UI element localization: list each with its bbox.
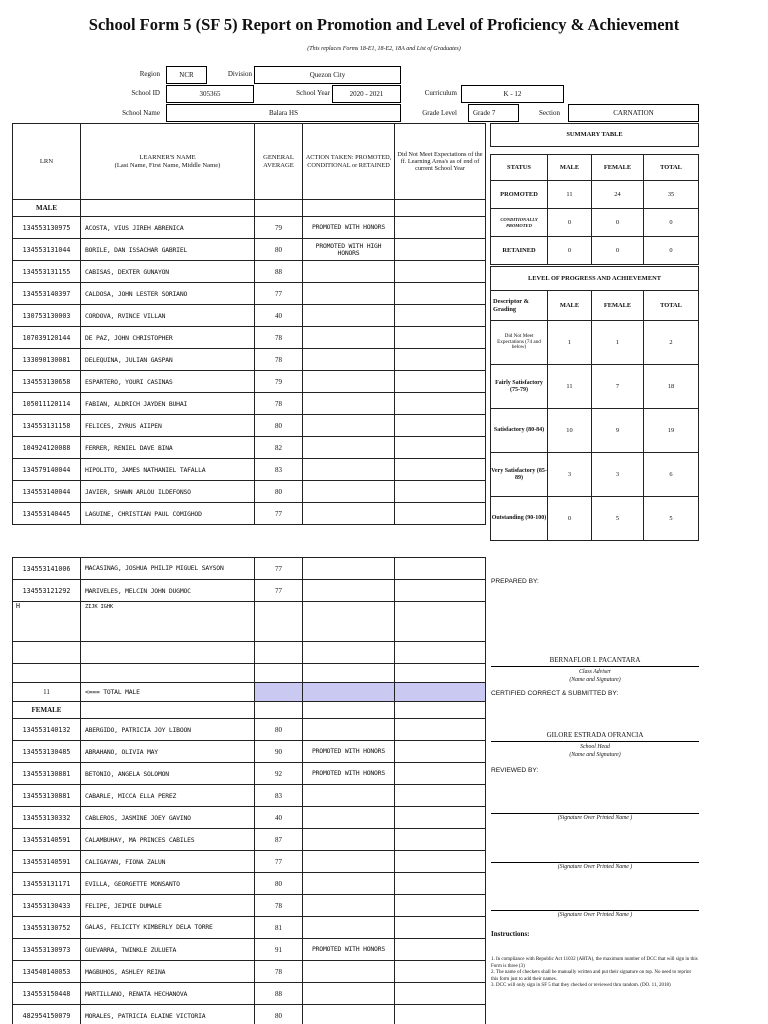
learner-name: HIPOLITO, JAMES NATHANIEL TAFALLA <box>81 459 255 481</box>
learner-dnme <box>395 481 486 503</box>
learner-dnme <box>395 917 486 939</box>
learner-name: EVILLA, GEORGETTE MONSANTO <box>81 873 255 895</box>
learner-average: 78 <box>255 349 303 371</box>
learner-average: 87 <box>255 829 303 851</box>
learner-row <box>13 217 486 239</box>
male-section-label: MALE <box>13 200 81 217</box>
learner-name: MARTILLANO, RENATA HECHANOVA <box>81 983 255 1005</box>
learner-average: 80 <box>255 415 303 437</box>
learner-name: DELEQUINA, JULIAN GASPAN <box>81 349 255 371</box>
school-head-signature-line <box>491 741 699 742</box>
learner-average: 83 <box>255 459 303 481</box>
summary-table <box>490 123 699 265</box>
learner-row <box>13 763 486 785</box>
learner-name: BETONIO, ANGELA SOLOMON <box>81 763 255 785</box>
progress-male: 3 <box>548 453 592 497</box>
learner-action: PROMOTED WITH HONORS <box>303 763 395 785</box>
learner-action <box>303 558 395 580</box>
learner-row <box>13 741 486 763</box>
learner-average: 78 <box>255 961 303 983</box>
learner-action <box>303 481 395 503</box>
adviser-caption: (Name and Signature) <box>569 677 621 683</box>
learner-average: 79 <box>255 371 303 393</box>
learner-average: 88 <box>255 983 303 1005</box>
learner-dnme <box>395 393 486 415</box>
progress-rows <box>491 321 699 541</box>
learner-dnme <box>395 895 486 917</box>
learner-row <box>13 558 486 580</box>
learner-name: CABISAS, DEXTER GUNAYON <box>81 261 255 283</box>
learner-dnme <box>395 217 486 239</box>
misc-row-lrn: H <box>13 602 81 642</box>
school-id-label: School ID <box>131 89 160 97</box>
learner-average: 40 <box>255 305 303 327</box>
learner-action <box>303 1005 395 1024</box>
learner-name: CABARLE, MICCA ELLA PEREZ <box>81 785 255 807</box>
progress-descriptor: Outstanding (90-100) <box>491 497 548 541</box>
learner-dnme <box>395 741 486 763</box>
instructions-title: Instructions: <box>491 930 530 938</box>
summary-male: 0 <box>548 209 592 237</box>
progress-female: 1 <box>592 321 644 365</box>
instructions-body <box>491 957 699 990</box>
learner-average: 91 <box>255 939 303 961</box>
learner-action: PROMOTED WITH HONORS <box>303 741 395 763</box>
learner-dnme <box>395 873 486 895</box>
learner-average: 78 <box>255 895 303 917</box>
summary-rows <box>491 181 699 265</box>
learner-row <box>13 437 486 459</box>
learner-action <box>303 459 395 481</box>
learner-lrn: 134553131171 <box>13 873 81 895</box>
progress-total: 2 <box>644 321 699 365</box>
summary-head-status: STATUS <box>491 155 548 181</box>
learner-action <box>303 371 395 393</box>
summary-status: CONDITIONALLY PROMOTED <box>491 209 548 237</box>
learner-dnme <box>395 580 486 602</box>
learner-average: 77 <box>255 503 303 525</box>
progress-head-total: TOTAL <box>644 291 699 321</box>
grade-level-label: Grade Level <box>422 109 457 117</box>
progress-male: 0 <box>548 497 592 541</box>
adviser-name: BERNAFLOR I. PACANTARA <box>549 656 641 664</box>
learner-average: 80 <box>255 481 303 503</box>
instruction-3: 3. DCC will only sign in SF 5 that they checked or reviewed thru random. (DO. 11, 2018) <box>491 983 671 988</box>
learner-row <box>13 807 486 829</box>
learner-name: FERRER, RENIEL DAVE BINA <box>81 437 255 459</box>
summary-female: 24 <box>592 181 644 209</box>
adviser-role: Class Adviser <box>579 669 611 675</box>
learner-name: CALIGAYAN, FIONA ZALUN <box>81 851 255 873</box>
school-year-label: School Year <box>296 89 330 97</box>
progress-total: 19 <box>644 409 699 453</box>
reviewed-by-label: REVIEWED BY: <box>491 767 539 774</box>
learner-dnme <box>395 807 486 829</box>
reviewer-3-caption: (Signature Over Printed Name ) <box>557 912 633 918</box>
learner-dnme <box>395 349 486 371</box>
learner-dnme <box>395 961 486 983</box>
learner-dnme <box>395 239 486 261</box>
learner-row <box>13 785 486 807</box>
learner-name: LAGUINE, CHRISTIAN PAUL COMIGHOD <box>81 503 255 525</box>
learner-action: PROMOTED WITH HIGH HONORS <box>303 239 395 261</box>
learner-action <box>303 983 395 1005</box>
learner-lrn: 134579140044 <box>13 459 81 481</box>
misc-row-name: ZIJK IGHK <box>81 602 255 642</box>
learner-average: 78 <box>255 393 303 415</box>
learner-lrn: 133090130081 <box>13 349 81 371</box>
learner-lrn: 134553130881 <box>13 785 81 807</box>
region-field: NCR <box>166 66 207 84</box>
learner-lrn: 134553130658 <box>13 371 81 393</box>
learner-action <box>303 503 395 525</box>
learner-row <box>13 1005 486 1024</box>
learner-lrn: 134553141006 <box>13 558 81 580</box>
learner-average: 88 <box>255 261 303 283</box>
male-rows-b <box>13 558 486 602</box>
progress-total: 5 <box>644 497 699 541</box>
female-section-label: FEMALE <box>13 702 81 719</box>
progress-table <box>490 266 699 541</box>
col-learner-name-title: LEARNER'S NAME <box>139 153 196 161</box>
learner-dnme <box>395 763 486 785</box>
col-lrn: LRN <box>13 124 81 200</box>
learner-lrn: 134553140591 <box>13 851 81 873</box>
learner-lrn: 134553131155 <box>13 261 81 283</box>
learners-table-bottom <box>12 557 486 1024</box>
learner-row <box>13 261 486 283</box>
learner-dnme <box>395 283 486 305</box>
learner-lrn: 107039120144 <box>13 327 81 349</box>
learner-name: FABIAN, ALDRICH JAYDEN BUHAI <box>81 393 255 415</box>
school-name-label: School Name <box>122 109 160 117</box>
progress-female: 5 <box>592 497 644 541</box>
progress-total: 18 <box>644 365 699 409</box>
curriculum-field: K - 12 <box>461 85 564 103</box>
progress-male: 1 <box>548 321 592 365</box>
learner-average: 78 <box>255 327 303 349</box>
progress-male: 10 <box>548 409 592 453</box>
learner-row <box>13 719 486 741</box>
school-head-role: School Head <box>580 744 610 750</box>
learner-action <box>303 349 395 371</box>
learners-table-top <box>12 123 486 525</box>
learner-average: 40 <box>255 807 303 829</box>
summary-status: RETAINED <box>491 237 548 265</box>
form-subtitle: (This replaces Forms 18-E1, 18-E2, 18A and List of Graduates) <box>307 46 461 52</box>
summary-total: 0 <box>644 209 699 237</box>
instruction-2: 2. The name of checkers shall be manually written and put their signature on top. No need to reprint this form just to add their names. <box>491 970 691 982</box>
learner-average: 90 <box>255 741 303 763</box>
learner-action <box>303 873 395 895</box>
learner-lrn: 134553130332 <box>13 807 81 829</box>
school-name-field: Balara HS <box>166 104 401 122</box>
progress-row <box>491 497 699 541</box>
learner-name: GUEVARRA, TWINKLE ZULUETA <box>81 939 255 961</box>
learner-dnme <box>395 558 486 580</box>
learner-row <box>13 459 486 481</box>
learner-dnme <box>395 851 486 873</box>
learner-lrn: 134553130752 <box>13 917 81 939</box>
progress-descriptor: Did Not Meet Expectations (74 and below) <box>491 321 548 365</box>
learner-action <box>303 261 395 283</box>
learner-lrn: 130753130003 <box>13 305 81 327</box>
learner-dnme <box>395 327 486 349</box>
learner-row <box>13 961 486 983</box>
learner-action: PROMOTED WITH HONORS <box>303 939 395 961</box>
col-general-average: GENERAL AVERAGE <box>255 124 303 200</box>
learner-name: FELIPE, JEIMIE DUMALE <box>81 895 255 917</box>
learner-row <box>13 939 486 961</box>
progress-female: 7 <box>592 365 644 409</box>
col-action-taken: ACTION TAKEN: PROMOTED, CONDITIONAL or RETAINED <box>303 124 395 200</box>
learner-lrn: 134553131044 <box>13 239 81 261</box>
learner-lrn: 134553140044 <box>13 481 81 503</box>
learner-lrn: 134540140053 <box>13 961 81 983</box>
col-learner-name <box>81 124 255 200</box>
col-learner-name-sub: (Last Name, First Name, Middle Name) <box>114 161 221 169</box>
grade-level-field: Grade 7 <box>468 104 519 122</box>
school-year-field: 2020 - 2021 <box>332 85 401 103</box>
learner-dnme <box>395 785 486 807</box>
learner-action <box>303 393 395 415</box>
total-male-label: <=== TOTAL MALE <box>81 683 255 702</box>
progress-row <box>491 321 699 365</box>
progress-head-descriptor: Descriptor & Grading <box>491 291 548 321</box>
learner-dnme <box>395 415 486 437</box>
learner-lrn: 482954150079 <box>13 1005 81 1024</box>
learner-name: MACASINAG, JOSHUA PHILIP MIGUEL SAYSON <box>81 558 255 580</box>
learner-row <box>13 283 486 305</box>
learner-name: ACOSTA, VIUS JIREH ABRENICA <box>81 217 255 239</box>
learner-action <box>303 785 395 807</box>
total-male-count: 11 <box>13 683 81 702</box>
progress-head-male: MALE <box>548 291 592 321</box>
learner-dnme <box>395 1005 486 1024</box>
prepared-by-label: PREPARED BY: <box>491 578 539 585</box>
learner-dnme <box>395 829 486 851</box>
learner-lrn: 105011120114 <box>13 393 81 415</box>
learner-row <box>13 481 486 503</box>
learner-action <box>303 719 395 741</box>
learner-row <box>13 415 486 437</box>
female-rows <box>13 719 486 1024</box>
learner-lrn: 134553121292 <box>13 580 81 602</box>
learner-average: 77 <box>255 558 303 580</box>
learner-lrn: 134553130973 <box>13 939 81 961</box>
learner-average: 80 <box>255 873 303 895</box>
section-label: Section <box>539 109 560 117</box>
learner-lrn: 134553140132 <box>13 719 81 741</box>
learner-lrn: 134553130433 <box>13 895 81 917</box>
progress-female: 9 <box>592 409 644 453</box>
learner-lrn: 134553131158 <box>13 415 81 437</box>
learner-action <box>303 961 395 983</box>
summary-total: 35 <box>644 181 699 209</box>
learner-action <box>303 305 395 327</box>
learner-average: 80 <box>255 239 303 261</box>
adviser-signature-line <box>491 666 699 667</box>
learner-name: MAGBUHOS, ASHLEY REINA <box>81 961 255 983</box>
learner-dnme <box>395 305 486 327</box>
learner-average: 77 <box>255 580 303 602</box>
learner-row <box>13 393 486 415</box>
learner-name: CORDOVA, RVINCE VILLAN <box>81 305 255 327</box>
learner-action <box>303 807 395 829</box>
summary-row <box>491 181 699 209</box>
learner-action: PROMOTED WITH HONORS <box>303 217 395 239</box>
learner-name: CALDOSA, JOHN LESTER SORIANO <box>81 283 255 305</box>
summary-female: 0 <box>592 237 644 265</box>
learner-name: CALAMBUHAY, MA PRINCES CABILES <box>81 829 255 851</box>
learner-name: ABRAHANO, OLIVIA MAY <box>81 741 255 763</box>
learner-average: 79 <box>255 217 303 239</box>
reviewer-2-caption: (Signature Over Printed Name ) <box>557 864 633 870</box>
learner-dnme <box>395 437 486 459</box>
learner-action <box>303 580 395 602</box>
learner-name: BORILE, DAN ISSACHAR GABRIEL <box>81 239 255 261</box>
learner-average: 92 <box>255 763 303 785</box>
school-head-name: GILORE ESTRADA OFRANCIA <box>546 731 644 739</box>
learner-action <box>303 283 395 305</box>
learner-average: 82 <box>255 437 303 459</box>
learner-dnme <box>395 261 486 283</box>
learner-name: GALAS, FELICITY KIMBERLY DELA TORRE <box>81 917 255 939</box>
region-label: Region <box>139 70 160 78</box>
certified-label: CERTIFIED CORRECT & SUBMITTED BY: <box>491 690 619 697</box>
reviewer-2-line <box>491 862 699 863</box>
learner-average: 77 <box>255 851 303 873</box>
learner-lrn: 134553130485 <box>13 741 81 763</box>
learner-action <box>303 851 395 873</box>
summary-head-total: TOTAL <box>644 155 699 181</box>
learner-row <box>13 239 486 261</box>
learner-dnme <box>395 983 486 1005</box>
instruction-1: 1. In compliance with Republic Act 11032 (ARTA), the maximum number of DCC that will sign in this Form is three (3) <box>491 957 698 969</box>
learner-row <box>13 503 486 525</box>
learner-average: 80 <box>255 1005 303 1024</box>
progress-row <box>491 409 699 453</box>
learner-row <box>13 349 486 371</box>
learner-action <box>303 437 395 459</box>
summary-male: 0 <box>548 237 592 265</box>
learner-average: 77 <box>255 283 303 305</box>
learner-row <box>13 851 486 873</box>
learner-lrn: 134553140591 <box>13 829 81 851</box>
learner-lrn: 134553140445 <box>13 503 81 525</box>
learner-average: 81 <box>255 917 303 939</box>
school-head-caption: (Name and Signature) <box>569 752 621 758</box>
learner-name: CABLEROS, JASMINE JOEY GAVINO <box>81 807 255 829</box>
learner-lrn: 134553130881 <box>13 763 81 785</box>
summary-head-male: MALE <box>548 155 592 181</box>
learner-dnme <box>395 939 486 961</box>
summary-row <box>491 237 699 265</box>
learner-name: FELICES, ZYRUS AIIPEN <box>81 415 255 437</box>
summary-title: SUMMARY TABLE <box>491 124 699 147</box>
learner-name: ESPARTERO, YOURI CASINAS <box>81 371 255 393</box>
col-did-not-meet: Did Not Meet Expectations of the ff. Learning Area/s as of end of current School Year <box>395 124 486 200</box>
learner-row <box>13 873 486 895</box>
summary-head-female: FEMALE <box>592 155 644 181</box>
learner-action <box>303 829 395 851</box>
progress-descriptor: Satisfactory (80-84) <box>491 409 548 453</box>
learner-name: MORALES, PATRICIA ELAINE VICTORIA <box>81 1005 255 1024</box>
learner-row <box>13 829 486 851</box>
learner-action <box>303 415 395 437</box>
learner-row <box>13 895 486 917</box>
learner-row <box>13 327 486 349</box>
learner-name: DE PAZ, JOHN CHRISTOPHER <box>81 327 255 349</box>
learner-dnme <box>395 719 486 741</box>
learner-dnme <box>395 371 486 393</box>
learner-row <box>13 371 486 393</box>
division-label: Division <box>227 70 252 78</box>
progress-row <box>491 453 699 497</box>
progress-total: 6 <box>644 453 699 497</box>
progress-title: LEVEL OF PROGRESS AND ACHIEVEMENT <box>491 267 699 291</box>
learner-row <box>13 983 486 1005</box>
progress-male: 11 <box>548 365 592 409</box>
summary-total: 0 <box>644 237 699 265</box>
summary-status: PROMOTED <box>491 181 548 209</box>
learner-lrn: 104924120088 <box>13 437 81 459</box>
division-field: Quezon City <box>254 66 401 84</box>
learner-dnme <box>395 503 486 525</box>
summary-row <box>491 209 699 237</box>
curriculum-label: Curriculum <box>424 89 457 97</box>
learner-lrn: 134553130975 <box>13 217 81 239</box>
learner-lrn: 134553150448 <box>13 983 81 1005</box>
learner-name: MARIVELES, MELCIN JOHN DUGMOC <box>81 580 255 602</box>
progress-head-female: FEMALE <box>592 291 644 321</box>
school-id-field: 305365 <box>166 85 254 103</box>
progress-row <box>491 365 699 409</box>
learner-action <box>303 895 395 917</box>
summary-female: 0 <box>592 209 644 237</box>
learner-name: ABERGIDO, PATRICIA JOY LIBOON <box>81 719 255 741</box>
form-title: School Form 5 (SF 5) Report on Promotion and Level of Proficiency & Achievement <box>88 15 680 34</box>
learner-dnme <box>395 459 486 481</box>
learner-row <box>13 580 486 602</box>
learner-row <box>13 305 486 327</box>
reviewer-1-line <box>491 813 699 814</box>
progress-descriptor: Very Satisfactory (85-89) <box>491 453 548 497</box>
progress-female: 3 <box>592 453 644 497</box>
reviewer-3-line <box>491 910 699 911</box>
reviewer-1-caption: (Signature Over Printed Name ) <box>557 815 633 821</box>
learner-average: 80 <box>255 719 303 741</box>
progress-descriptor: Fairly Satisfactory (75-79) <box>491 365 548 409</box>
section-field: CARNATION <box>568 104 699 122</box>
learner-lrn: 134553140397 <box>13 283 81 305</box>
learner-action <box>303 917 395 939</box>
learner-average: 83 <box>255 785 303 807</box>
learner-action <box>303 327 395 349</box>
male-rows-a <box>13 217 486 525</box>
learner-row <box>13 917 486 939</box>
summary-male: 11 <box>548 181 592 209</box>
learner-name: JAVIER, SHAWN ARLOU ILDEFONSO <box>81 481 255 503</box>
